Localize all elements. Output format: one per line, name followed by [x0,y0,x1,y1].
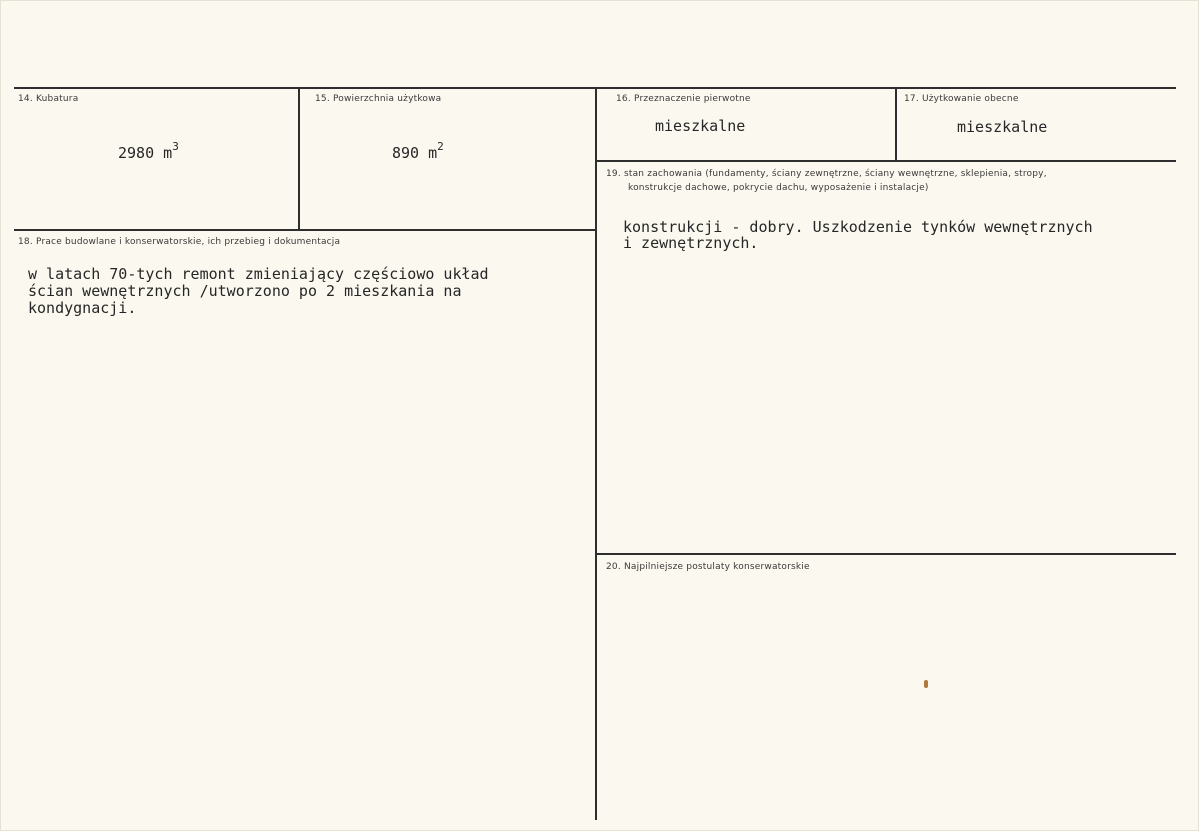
field-18-label: 18. Prace budowlane i konserwatorskie, ich przebieg i dokumentacja [18,237,341,247]
field-19-line-1: konstrukcji - dobry. Uszkodzenie tynków wewnętrznych [623,218,1093,236]
field-16-label: 16. Przeznaczenie pierwotne [616,94,751,104]
volume-number: 2980 [118,144,155,162]
field-17-value: mieszkalne [957,118,1048,136]
field-14-label: 14. Kubatura [18,94,79,104]
area-exponent: 2 [437,140,444,153]
area-number: 890 [392,144,420,162]
divider-14-15 [298,88,300,230]
area-unit: m [428,144,438,162]
center-divider [595,88,597,820]
volume-unit: m [163,144,173,162]
field-20-label: 20. Najpilniejsze postulaty konserwatorskie [606,562,810,572]
field-18-line-2: ścian wewnętrznych /utworzono po 2 mieszkania na [28,282,462,300]
field-15-value [392,140,444,162]
divider-16-17 [895,88,897,161]
rule-under-14-15 [14,229,596,231]
field-19-line-2: i zewnętrznych. [623,234,759,252]
field-19-label-line-2: konstrukcje dachowe, pokrycie dachu, wyposażenie i instalacje) [628,183,929,193]
field-19-label-line-1: 19. stan zachowania (fundamenty, ściany zewnętrzne, ściany wewnętrzne, sklepienia, stropy, [606,169,1047,179]
field-17-label: 17. Użytkowanie obecne [904,94,1019,104]
field-18-line-3: kondygnacji. [28,299,137,317]
rule-above-20 [596,553,1176,555]
field-15-label: 15. Powierzchnia użytkowa [315,94,442,104]
field-16-value: mieszkalne [655,117,746,135]
field-18-line-1: w latach 70-tych remont zmieniający częściowo układ [28,265,489,283]
ink-stain [924,680,928,688]
field-14-value [118,140,179,162]
volume-exponent: 3 [172,140,179,153]
rule-under-16-17 [596,160,1176,162]
